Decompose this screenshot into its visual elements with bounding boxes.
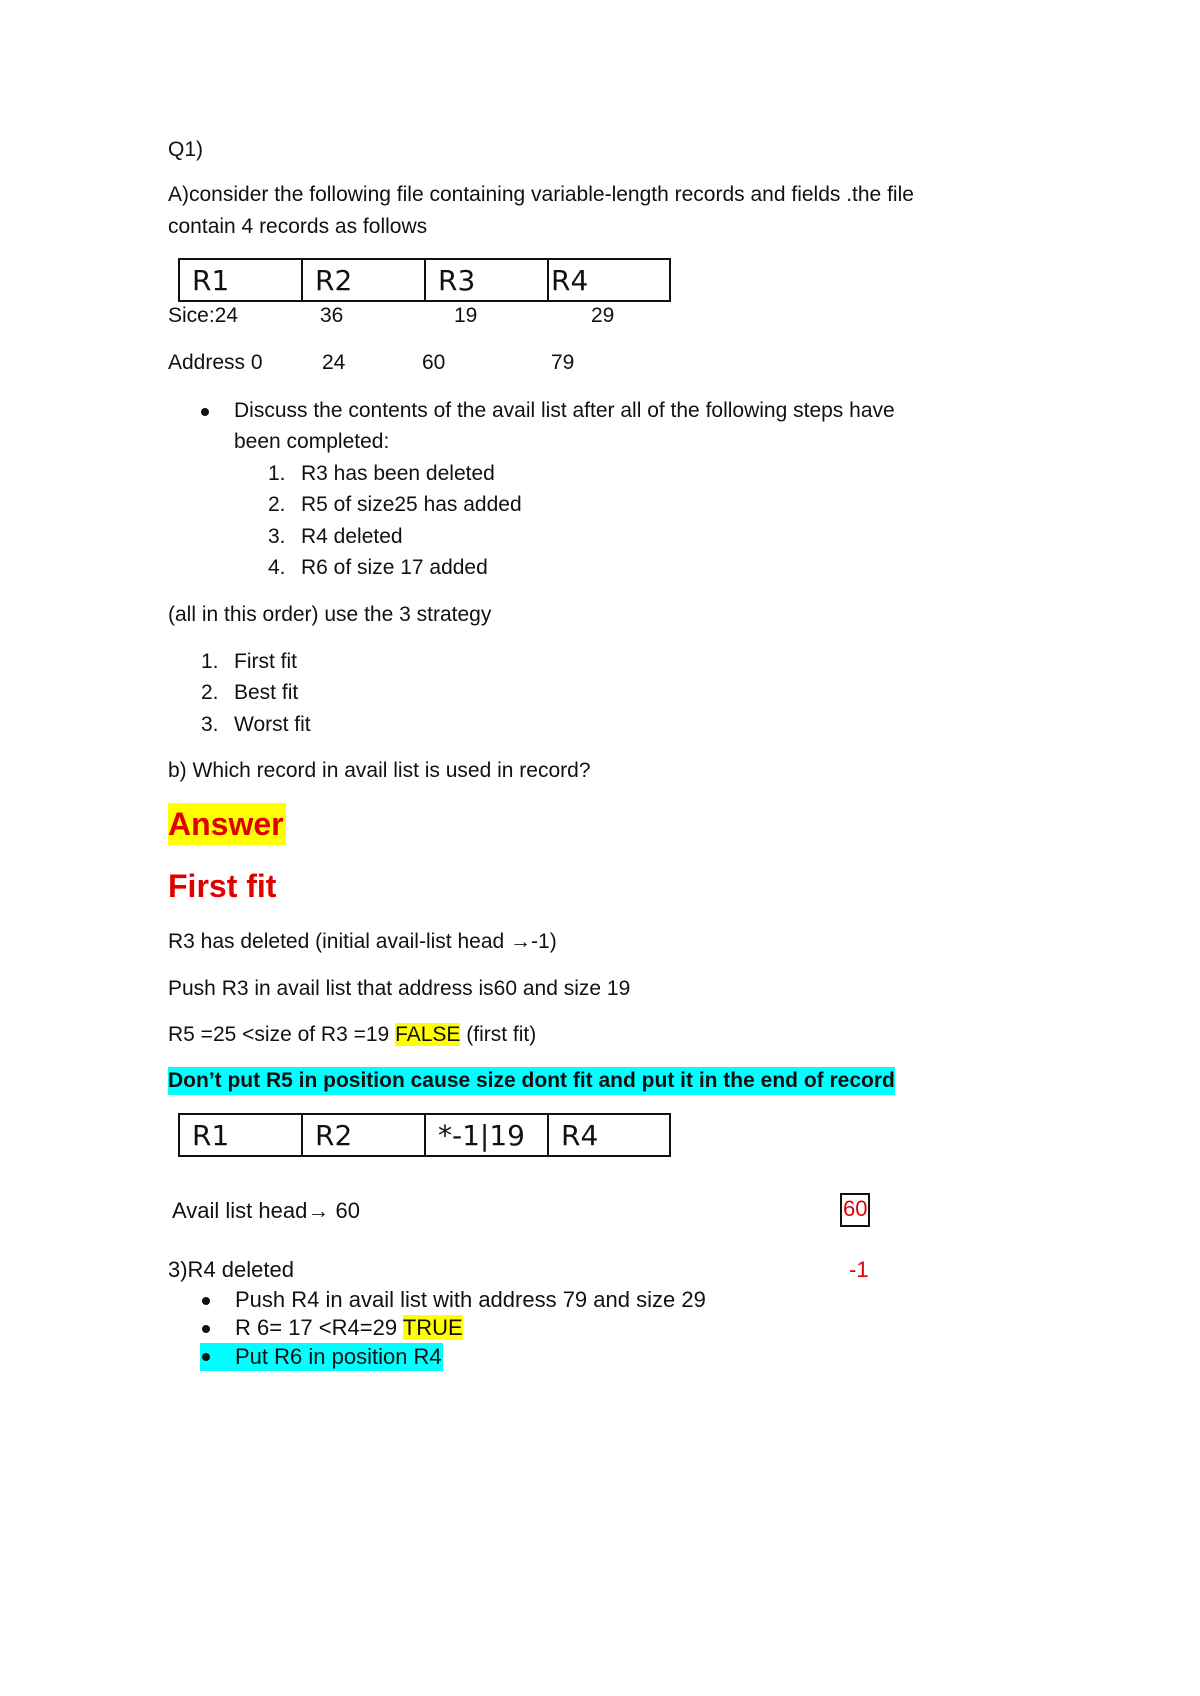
record-cell-r4: R4 [547,258,671,302]
size-r4: 29 [591,304,615,327]
bullet-line2: been completed: [234,430,390,453]
bullet-line1: Discuss the contents of the avail list after all of the following steps have [234,399,895,422]
address-label: Address 0 [168,351,263,374]
bullet-icon [201,408,209,416]
bullet-icon [202,1353,210,1361]
record-cell-r4: R4 [547,1113,671,1157]
answer-line3 [168,1021,536,1049]
answer-heading: Answer [168,803,286,845]
question-number: Q1) [168,138,204,161]
record-cell-r1: R1 [178,1113,303,1157]
side-box-value: 60 [840,1193,870,1227]
part-b: b) Which record in avail list is used in record? [168,759,591,782]
answer-line4: Don’t put R5 in position cause size dont fit and put it in the end of record [168,1067,895,1095]
size-r3: 19 [454,304,478,327]
part-a-line2: contain 4 records as follows [168,215,428,238]
size-r2: 36 [320,304,344,327]
address-r2: 24 [322,351,346,374]
strategy-num: 2. [201,681,219,704]
strategy-num: 1. [201,650,219,673]
step-num: 4. [268,556,286,579]
answer-bullet2-prefix: R 6= 17 <R4=29 [235,1315,403,1340]
record-cell-r2: R2 [301,258,426,302]
answer-bullet3: Put R6 in position R4 [235,1344,442,1369]
bullet-icon [202,1325,210,1333]
first-fit-heading: First fit [168,868,277,904]
step-text: R6 of size 17 added [301,556,488,579]
step-num: 1. [268,462,286,485]
bullet-icon [202,1297,210,1305]
step-text: R4 deleted [301,525,403,548]
avail-list-head: Avail list head→ 60 [172,1198,360,1223]
record-cell-r1: R1 [178,258,303,302]
step-num: 3. [268,525,286,548]
answer-line1: R3 has deleted (initial avail-list head →-1) [168,930,557,953]
strategy-text: First fit [234,650,297,673]
record-cell-deleted-r3: *-1|19 [424,1113,549,1157]
strategy-text: Best fit [234,681,299,704]
false-highlight: FALSE [395,1023,461,1046]
order-note: (all in this order) use the 3 strategy [168,603,492,626]
strategy-text: Worst fit [234,713,311,736]
step3-r4-deleted: 3)R4 deleted [168,1257,294,1282]
step-text: R3 has been deleted [301,462,495,485]
address-r3: 60 [422,351,446,374]
answer-bullet2 [235,1314,463,1342]
record-cell-r3: R3 [424,258,549,302]
side-value: -1 [849,1257,869,1282]
step-num: 2. [268,493,286,516]
strategy-num: 3. [201,713,219,736]
answer-bullet1: Push R4 in avail list with address 79 and size 29 [235,1287,706,1312]
answer-line2: Push R3 in avail list that address is60 and size 19 [168,977,631,1000]
answer-line3-prefix: R5 =25 <size of R3 =19 [168,1023,396,1046]
address-r4: 79 [551,351,575,374]
part-a-line1: A)consider the following file containing variable-length records and fields .the file [168,183,914,206]
step-text: R5 of size25 has added [301,493,522,516]
record-cell-r2: R2 [301,1113,426,1157]
true-highlight: TRUE [402,1315,463,1340]
answer-line3-suffix: (first fit) [460,1023,537,1046]
size-label: Sice:24 [168,304,239,327]
